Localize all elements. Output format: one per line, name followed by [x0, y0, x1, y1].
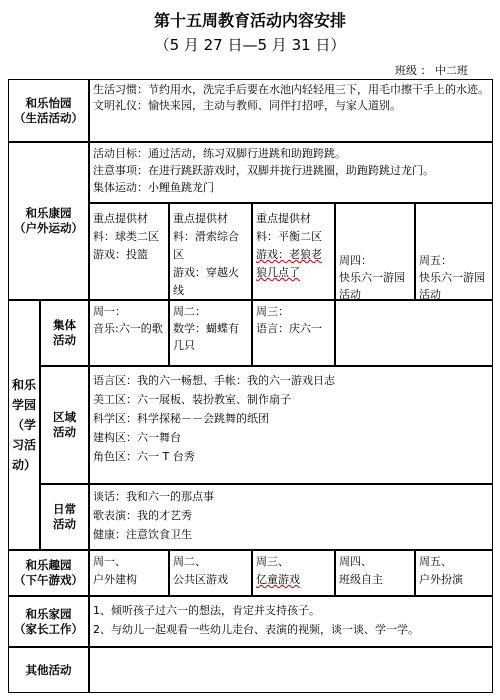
games-header-subtitle: （下午游戏）	[14, 573, 83, 587]
games-content: 户外扮演	[419, 573, 463, 586]
collective-day: 周二：	[173, 305, 206, 318]
outdoor-overview	[89, 142, 493, 203]
outdoor-tue	[169, 203, 252, 300]
date-range: （5 月 27 日—5 月 31 日）	[154, 36, 346, 54]
outdoor-wed	[252, 203, 335, 300]
daily-label-bottom: 活动	[53, 517, 76, 531]
area-line: 建构区：六一舞台	[93, 431, 181, 444]
games-day: 周二、	[173, 555, 206, 568]
daily-label-top: 日常	[53, 502, 76, 516]
games-header-title: 和乐趣园	[25, 558, 72, 572]
home-header	[8, 596, 89, 647]
collective-wed	[252, 300, 335, 366]
home-line: 1、倾听孩子过六一的想法，肯定并支持孩子。	[93, 604, 320, 617]
other-header: 其他活动	[8, 647, 89, 693]
collective-tue	[169, 300, 252, 366]
life-header-title: 和乐怡园	[25, 95, 72, 110]
area-line: 科学区：科学探秘－－会跳舞的纸团	[93, 412, 269, 425]
games-day: 周四、	[339, 555, 372, 568]
games-wed	[252, 550, 335, 596]
collective-content: 数学：蝴蝶有几只	[173, 322, 239, 352]
collective-label	[40, 300, 89, 366]
life-line: 生活习惯：节约用水，洗完手后要在水池内轻轻甩三下，用毛巾擦干手上的水迹。	[93, 83, 489, 96]
outdoor-line: 活动目标：通过活动，练习双脚行进跳和助跑跨跳。	[93, 147, 346, 160]
area-line: 语言区：我的六一畅想、手帐：我的六一游戏日志	[93, 374, 335, 387]
outdoor-day: 周四：	[339, 254, 372, 267]
games-fri	[415, 550, 493, 596]
life-header	[8, 79, 89, 142]
games-thu	[335, 550, 415, 596]
outdoor-event: 快乐六一游园活动	[419, 271, 485, 300]
games-header	[8, 550, 89, 596]
outdoor-header	[8, 142, 89, 300]
collective-label-bottom: 活动	[53, 333, 76, 347]
games-content: 亿童游戏	[256, 573, 300, 586]
area-content	[89, 366, 493, 484]
games-tue	[169, 550, 252, 596]
page-title: 第十五周教育活动内容安排	[153, 11, 346, 30]
daily-label	[40, 484, 89, 550]
collective-empty	[335, 300, 493, 366]
games-day: 周五、	[419, 555, 452, 568]
outdoor-day: 周五：	[419, 254, 452, 267]
games-content: 公共区游戏	[173, 573, 228, 586]
outdoor-material: 重点提供材料：平衡二区	[256, 212, 322, 243]
area-line: 角色区：六一 T 台秀	[93, 450, 195, 463]
games-mon	[89, 550, 169, 596]
life-header-subtitle: （生活活动）	[14, 110, 83, 125]
home-header-title: 和乐家园	[25, 606, 72, 621]
daily-content	[89, 484, 493, 550]
life-line: 文明礼仪：愉快来园，主动与教师、同伴打招呼，与家人道别。	[93, 99, 401, 112]
area-label	[40, 366, 89, 484]
home-header-subtitle: （家长工作）	[14, 621, 83, 636]
outdoor-event: 快乐六一游园活动	[339, 271, 405, 300]
study-header: 和乐学园（学习活动）	[8, 300, 40, 550]
outdoor-game: 游戏：投篮	[93, 248, 148, 261]
daily-line: 谈话：我和六一的那点事	[93, 490, 214, 503]
area-label-bottom: 活动	[53, 425, 76, 439]
life-content	[89, 79, 493, 142]
collective-content: 语言：庆六一	[256, 322, 322, 335]
outdoor-game: 游戏：穿越火线	[173, 266, 239, 297]
outdoor-header-title: 和乐康园	[25, 206, 72, 220]
outdoor-line: 集体运动：小鲤鱼跳龙门	[93, 181, 214, 194]
area-line: 美工区：六一展板、装扮教室、制作扇子	[93, 393, 291, 406]
outdoor-material: 重点提供材料：球类二区	[93, 212, 159, 243]
class-label: 班级 ： 中二班	[395, 64, 468, 77]
outdoor-mon	[89, 203, 169, 300]
outdoor-game: 游戏：老狼老狼几点了	[256, 248, 322, 279]
games-content: 班级自主	[339, 573, 383, 586]
collective-day: 周一：	[93, 305, 126, 318]
games-day: 周一、	[93, 555, 126, 568]
games-day: 周三、	[256, 555, 289, 568]
area-label-top: 区域	[53, 410, 76, 424]
collective-label-top: 集体	[53, 318, 76, 332]
collective-mon	[89, 300, 169, 366]
home-line: 2、与幼儿一起观看一些幼儿走台、表演的视频，谈一谈、学一学。	[93, 623, 419, 636]
home-content	[89, 596, 493, 647]
games-content: 户外建构	[93, 573, 137, 586]
outdoor-fri	[415, 203, 493, 300]
other-content	[89, 647, 493, 693]
collective-content: 音乐:六一的歌	[93, 322, 163, 335]
outdoor-line: 注意事项：在进行跳跃游戏时，双脚并拢行进跳圈，助跑跨跳过龙门。	[93, 164, 434, 177]
daily-line: 歌表演：我的才艺秀	[93, 509, 192, 522]
daily-line: 健康：注意饮食卫生	[93, 528, 192, 541]
outdoor-material: 重点提供材料：滑索综合区	[173, 212, 239, 261]
collective-day: 周三：	[256, 305, 289, 318]
outdoor-header-subtitle: （户外运动）	[14, 221, 83, 235]
outdoor-thu	[335, 203, 415, 300]
